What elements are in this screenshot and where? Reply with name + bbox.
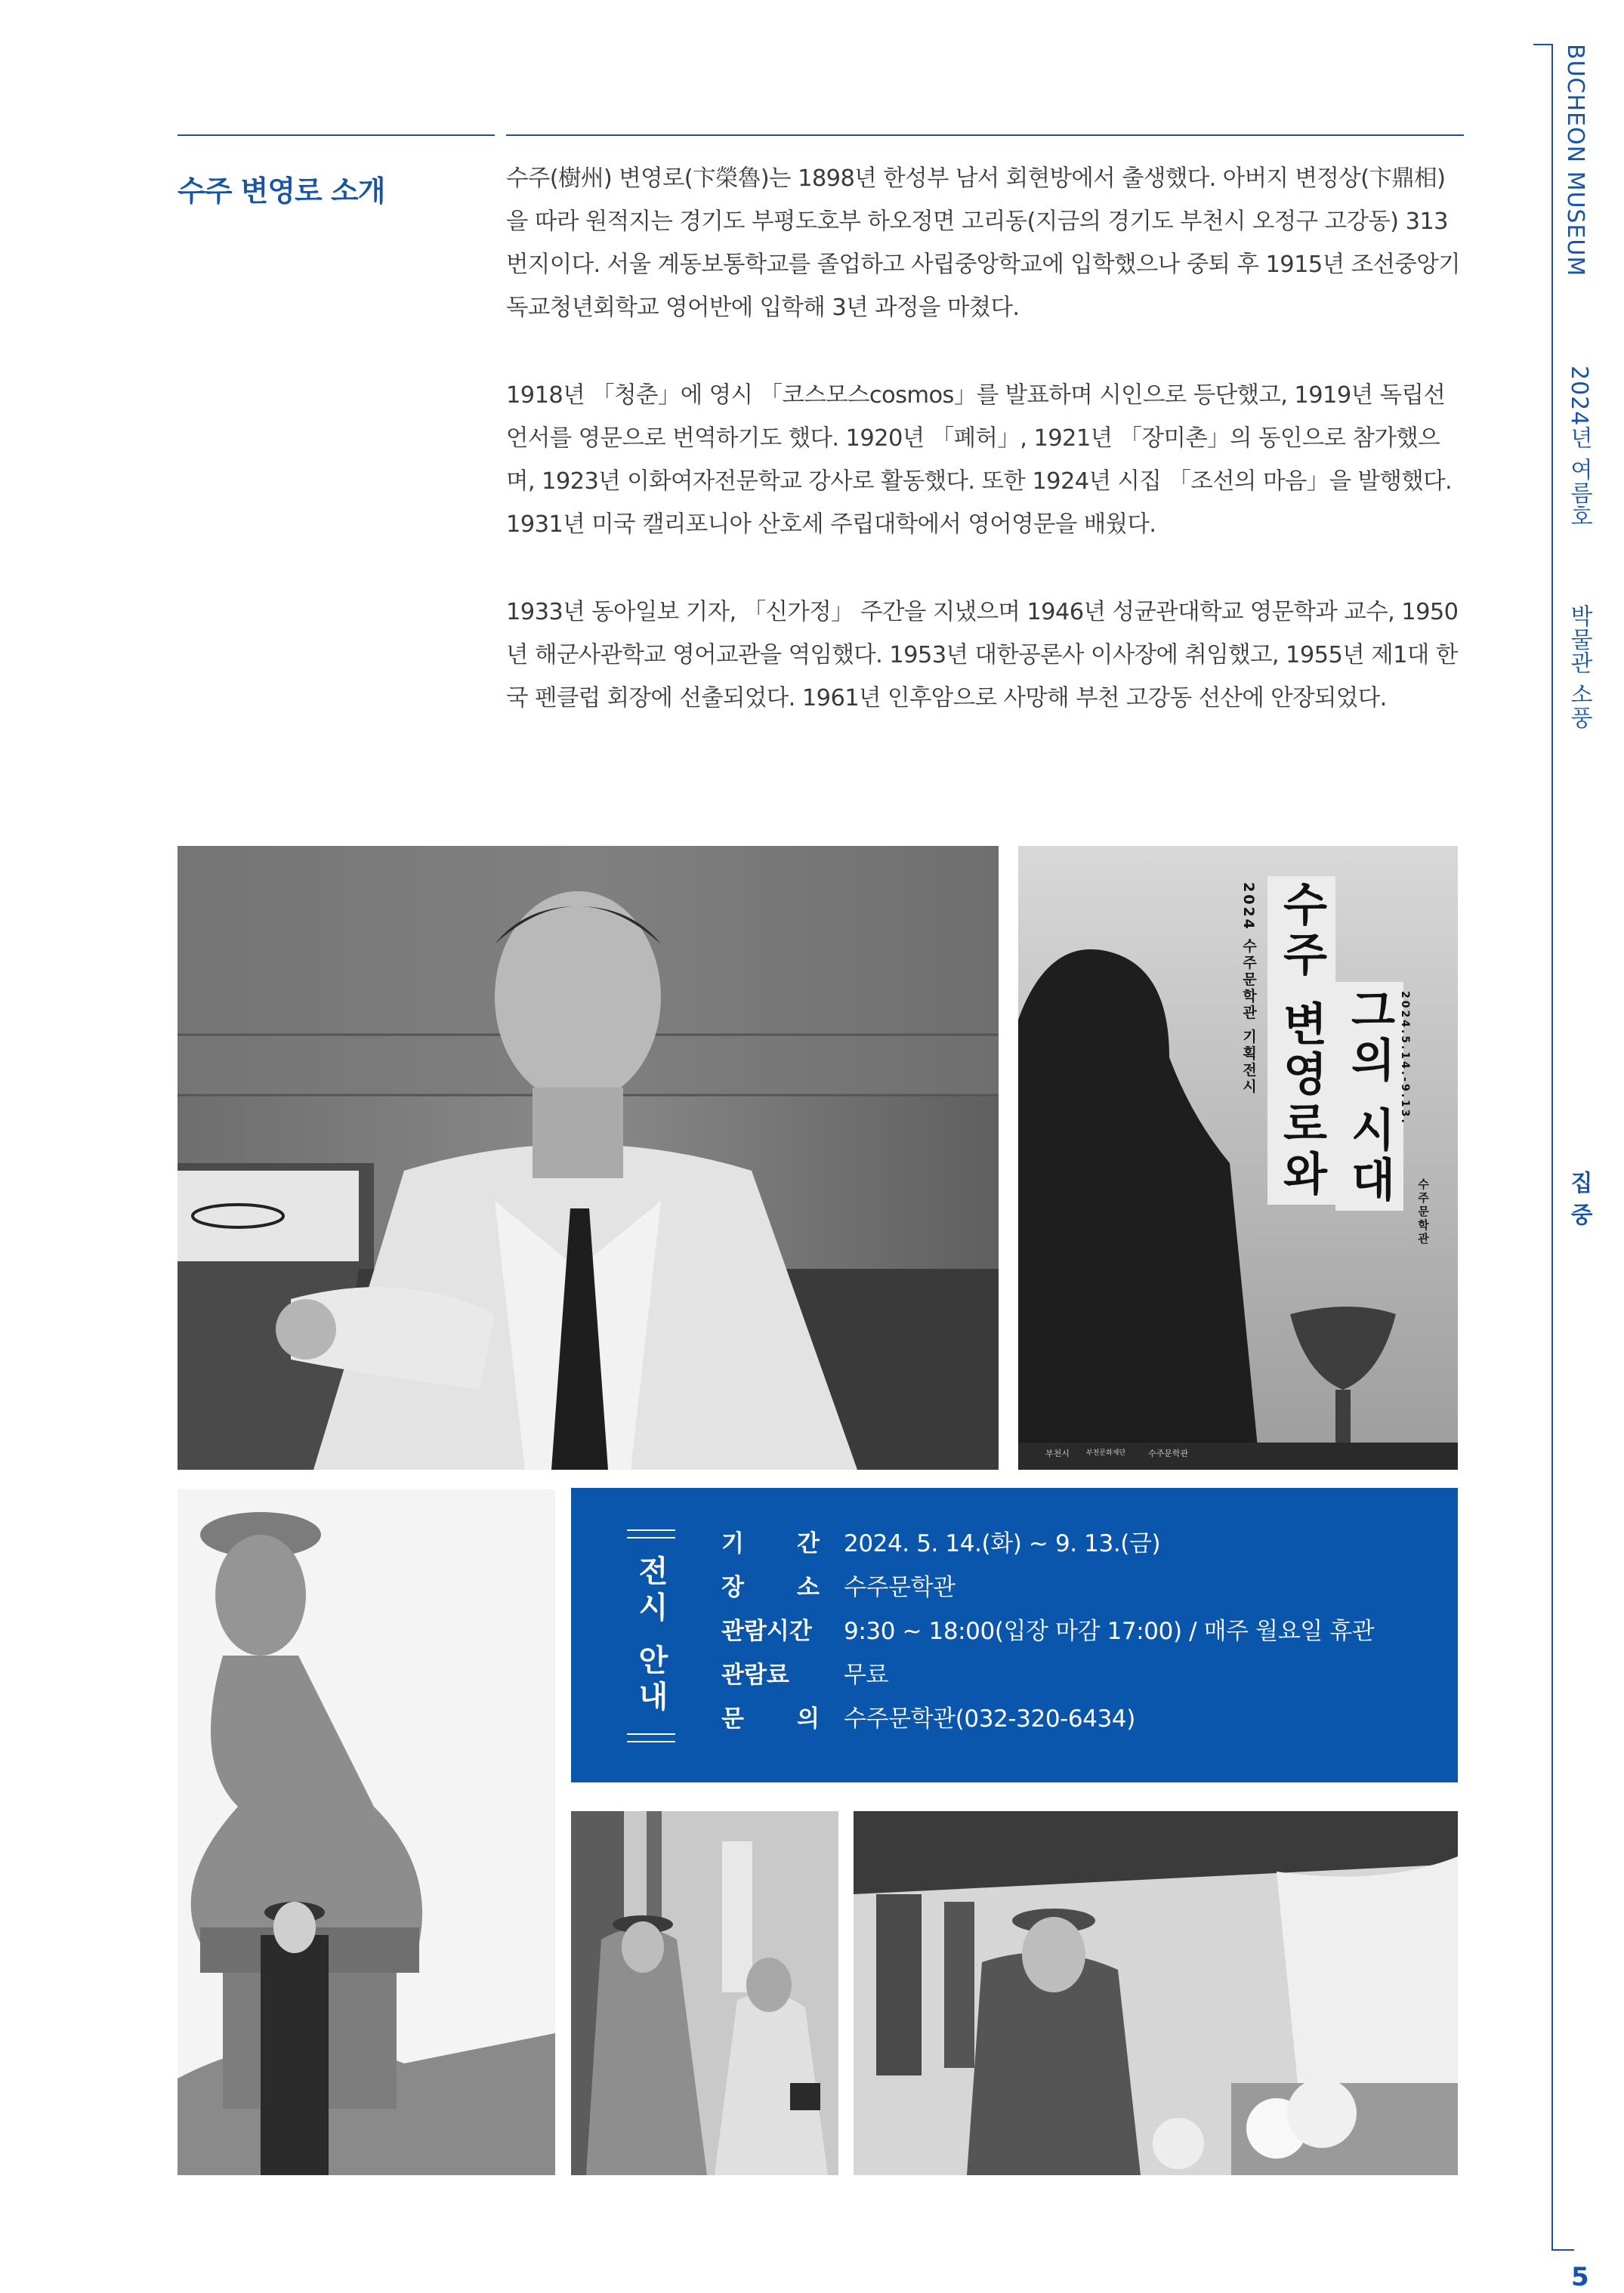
street-photo <box>571 1811 838 2175</box>
top-rule-right <box>506 134 1464 136</box>
exhibition-poster <box>1018 846 1458 1470</box>
top-rule-left <box>178 134 495 136</box>
info-value: 수주문학관(032-320-6434) <box>844 1705 1135 1733</box>
portrait-photo <box>178 846 999 1470</box>
info-value: 9:30 ~ 18:00(입장 마감 17:00) / 매주 월요일 휴관 <box>844 1618 1375 1645</box>
info-label: 문 의 <box>721 1705 820 1733</box>
event-photo <box>854 1811 1458 2175</box>
info-value: 2024. 5. 14.(화) ~ 9. 13.(금) <box>844 1530 1161 1557</box>
exhibition-badge <box>627 1529 675 1742</box>
info-label: 기 간 <box>721 1530 820 1557</box>
paragraph-3: 1933년 동아일보 기자, 「신가정」 주간을 지냈으며 1946년 성균관대학교 영문학과 교수, 1950년 해군사관학교 영어교관을 역임했다. 1953년 대한공론사 이사장에 취임했고, 1955년 제1대 한국 펜클럽 회장에 선출되었다. 1961년 인후암으로 사망해 부천 고강동 선산에 안장되었다. <box>506 599 1459 711</box>
poster-logo-foundation: 부천문화재단 <box>1086 1449 1126 1457</box>
sidebar-line <box>1551 45 1553 2251</box>
poster-venue: 수주문학관 <box>1416 1178 1430 1246</box>
info-label: 장 소 <box>721 1574 820 1601</box>
info-value: 무료 <box>844 1662 889 1689</box>
paragraph-1: 수주(樹州) 변영로(卞榮魯)는 1898년 한성부 남서 회현방에서 출생했다. 아버지 변정상(卞鼎相)을 따라 원적지는 경기도 부평도호부 하오정면 고리동(지금의 경기도 부천시 오정구 고강동) 313번지이다. 서울 계동보통학교를 졸업하고 사립중앙학교에 입학했으나 중퇴 후 1915년 조선중앙기독교청년회학교 영어반에 입학해 3년 과정을 마쳤다. <box>506 165 1460 321</box>
sidebar-museum: BUCHEON MUSEUM <box>1562 36 1588 284</box>
sidebar-section: 집 중 <box>1562 1163 1595 1233</box>
poster-logo-bucheon: 부천시 <box>1045 1449 1070 1458</box>
paragraph-2: 1918년 「청춘」에 영시 「코스모스cosmos」를 발표하며 시인으로 등단했고, 1919년 독립선언서를 영문으로 번역하기도 했다. 1920년 「폐허」, 1921년 「장미촌」의 동인으로 참가했으며, 1923년 이화여자전문학교 강사로 활동했다. 또한 1924년 시집 「조선의 마음」을 발행했다. 1931년 미국 캘리포니아 산호세 주립대학에서 영어영문을 배웠다. <box>506 382 1453 538</box>
poster-title-col2: 그의 시대 <box>1335 982 1403 1211</box>
info-label: 관람시간 <box>721 1618 812 1645</box>
poster-subtitle: 2024 수주문학관 기획전시 <box>1240 882 1257 1096</box>
poster-dates: 2024.5.14.-9.13. <box>1399 991 1411 1125</box>
body-text <box>506 157 1464 764</box>
section-title: 수주 변영로 소개 <box>178 174 385 208</box>
sidebar-category: 박물관 소풍 <box>1562 597 1595 737</box>
sidebar-issue: 2024년 여름호 <box>1562 358 1595 535</box>
info-value: 수주문학관 <box>844 1574 956 1601</box>
poster-title-col1: 수주 변영로와 <box>1267 876 1335 1205</box>
sidebar-line-top <box>1533 44 1553 45</box>
info-label: 관람료 <box>721 1662 789 1689</box>
statue-photo <box>178 1489 555 2175</box>
poster-logo-suju: 수주문학관 <box>1148 1449 1189 1458</box>
sidebar-line-bottom <box>1551 2249 1574 2251</box>
exhibition-badge-text: 전시 안내 <box>633 1555 668 1717</box>
page-number: 5 <box>1571 2262 1589 2292</box>
